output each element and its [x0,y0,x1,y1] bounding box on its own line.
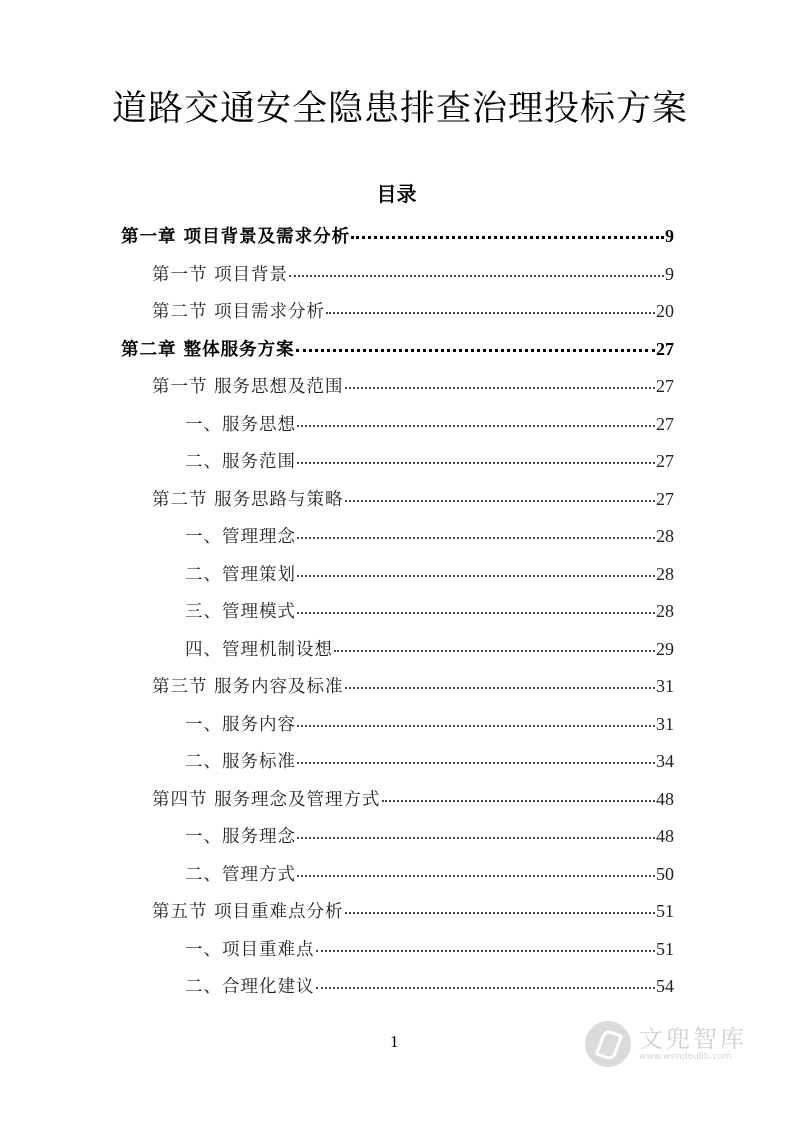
toc-entry-label: 一、服务内容 [185,714,296,735]
toc-entry-label: 一、服务理念 [185,827,296,847]
dot-leader [297,537,655,539]
dot-leader [351,236,664,239]
toc-entry-label: 一、服务思想 [185,414,296,435]
watermark [585,1020,765,1068]
dot-leader [297,462,655,464]
toc-heading: 目录 [376,182,417,206]
dot-leader [296,349,655,352]
dot-leader [297,575,655,577]
toc-entry-page: 29 [656,638,674,659]
dot-leader [345,500,655,502]
dot-leader [334,650,655,652]
toc-entry-label: 二、服务范围 [185,452,296,472]
toc-entry-page: 51 [656,901,674,921]
watermark-name: 文兜智库 [639,1025,747,1053]
toc-entry-page: 9 [665,263,674,284]
toc-entry-label: 第一节 项目背景 [152,264,289,285]
dot-leader [297,837,655,839]
toc-entry-label: 二、合理化建议 [185,977,315,997]
toc-subsection-entry[interactable] [121,406,674,444]
toc-entry-label: 四、管理机制设想 [185,639,333,660]
toc-entry-page: 27 [656,451,674,471]
toc-subsection-entry[interactable] [121,593,674,631]
toc-chapter-entry[interactable] [121,218,674,256]
dot-leader [297,875,655,877]
dot-leader [382,800,655,802]
toc-subsection-entry[interactable] [121,556,674,594]
toc-section-entry[interactable] [121,481,674,519]
toc-entry-page: 28 [656,601,674,621]
toc-entry-page: 27 [656,413,674,434]
toc-entry-label: 第一章 项目背景及需求分析 [121,227,351,247]
dot-leader [297,725,655,727]
dot-leader [289,275,664,277]
dot-leader [297,762,655,764]
page-number: 1 [390,1032,399,1051]
toc-entry-label: 一、管理理念 [185,527,296,547]
dot-leader [297,425,655,427]
dot-leader [326,312,655,314]
dot-leader [345,387,655,389]
toc-entry-page: 27 [656,338,674,359]
toc-section-entry[interactable] [121,293,674,331]
toc-entry-page: 27 [656,376,674,396]
toc-section-entry[interactable] [121,893,674,931]
toc-entry-label: 第三节 服务内容及标准 [152,677,344,697]
toc-entry-page: 54 [656,976,674,996]
toc-subsection-entry[interactable] [121,743,674,781]
toc-entry-page: 50 [656,863,674,884]
toc-section-entry[interactable] [121,668,674,706]
toc-subsection-entry[interactable] [121,706,674,744]
toc-entry-label: 第五节 项目重难点分析 [152,902,344,922]
toc-entry-label: 第二节 服务思路与策略 [152,489,344,510]
toc-entry-page: 27 [656,488,674,509]
dot-leader [345,687,655,689]
toc-entry-label: 第二节 项目需求分析 [152,302,326,322]
dot-leader [316,950,656,952]
toc-entry-page: 28 [656,563,674,584]
toc-entry-label: 第二章 整体服务方案 [121,339,295,360]
table-of-contents [121,218,674,1006]
toc-entry-label: 第一节 服务思想及范围 [152,377,344,397]
toc-entry-page: 9 [665,226,674,246]
toc-entry-label: 二、服务标准 [185,752,296,772]
toc-entry-label: 第四节 服务理念及管理方式 [152,789,381,810]
document-title: 道路交通安全隐患排查治理投标方案 [111,89,688,129]
toc-subsection-entry[interactable] [121,968,674,1006]
dot-leader [297,612,655,614]
toc-subsection-entry[interactable] [121,856,674,894]
toc-section-entry[interactable] [121,256,674,294]
toc-entry-label: 一、项目重难点 [185,939,315,960]
toc-entry-label: 二、管理方式 [185,864,296,885]
toc-entry-page: 51 [656,938,674,959]
toc-subsection-entry[interactable] [121,518,674,556]
toc-subsection-entry[interactable] [121,818,674,856]
watermark-url: www.wendoulib.com [639,1052,732,1062]
toc-entry-page: 48 [656,788,674,809]
toc-section-entry[interactable] [121,781,674,819]
wendou-logo-icon [585,1021,631,1067]
toc-entry-page: 31 [656,713,674,734]
toc-subsection-entry[interactable] [121,931,674,969]
toc-entry-page: 31 [656,676,674,696]
toc-entry-page: 28 [656,526,674,546]
toc-entry-label: 三、管理模式 [185,602,296,622]
toc-entry-page: 20 [656,301,674,321]
dot-leader [316,987,656,989]
toc-entry-page: 48 [656,826,674,846]
toc-subsection-entry[interactable] [121,443,674,481]
toc-entry-page: 34 [656,751,674,771]
dot-leader [345,912,655,914]
toc-section-entry[interactable] [121,368,674,406]
toc-subsection-entry[interactable] [121,631,674,669]
toc-entry-label: 二、管理策划 [185,564,296,585]
toc-chapter-entry[interactable] [121,331,674,369]
